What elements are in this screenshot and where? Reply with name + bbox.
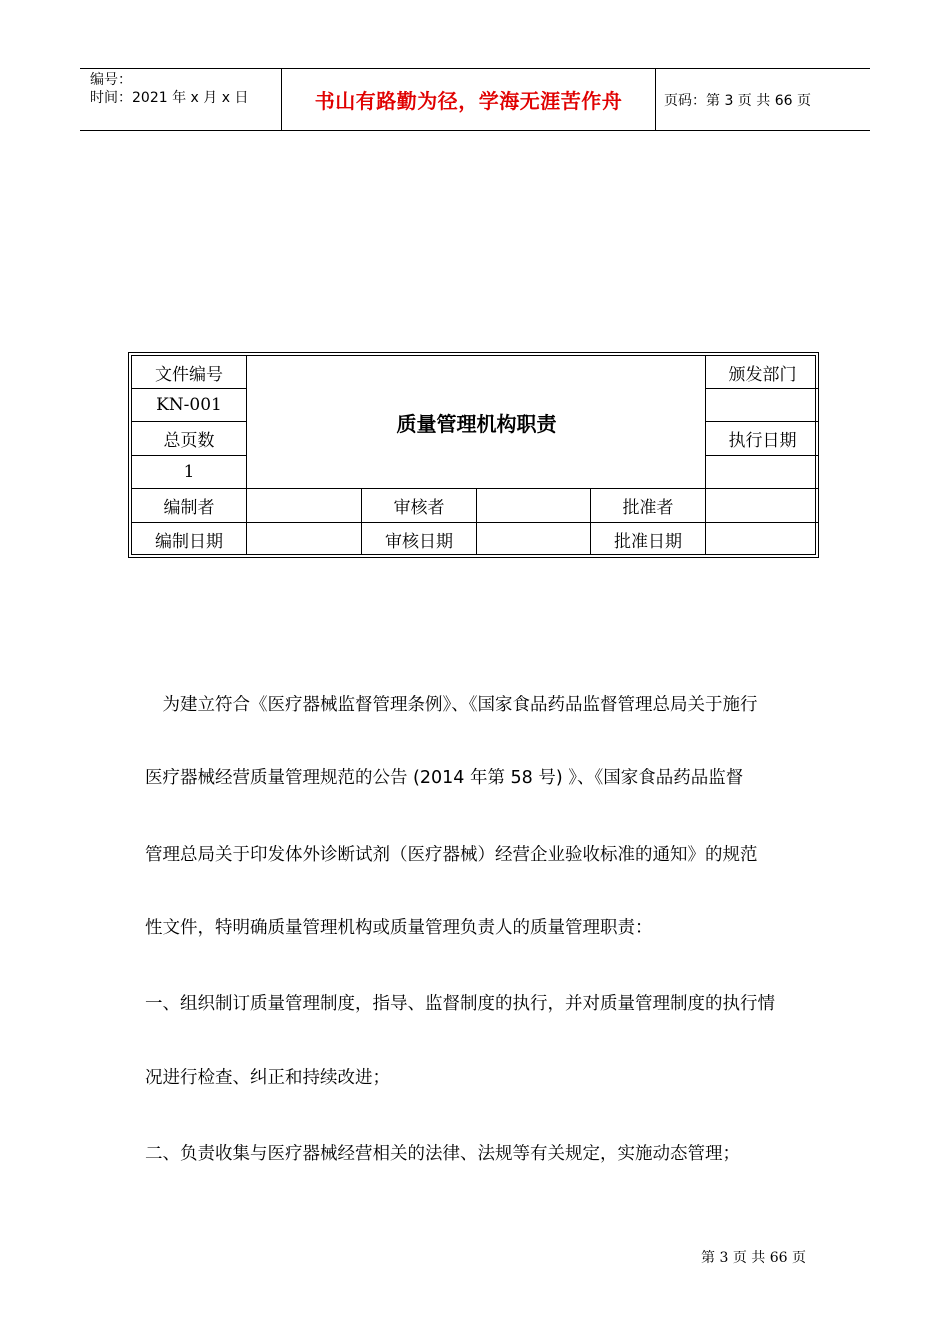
table-inner-border	[131, 355, 816, 555]
approve-date-label: 批准日期	[614, 531, 682, 552]
document-time-label: 时间：2021 年 x 月 x 日	[90, 90, 249, 106]
author-label: 编制者	[163, 497, 215, 518]
body-line: 况进行检查、纠正和持续改进；	[145, 1068, 390, 1088]
body-line: 性文件，特明确质量管理机构或质量管理负责人的质量管理职责：	[145, 918, 653, 938]
body-line: 为建立符合《医疗器械监督管理条例》、《国家食品药品监督管理总局关于施行	[145, 695, 758, 715]
header-page-info: 页码：第 3 页 共 66 页	[664, 92, 811, 109]
approver-label: 批准者	[622, 497, 674, 518]
review-date-label: 审核日期	[385, 531, 453, 552]
exec-date-label: 执行日期	[728, 430, 797, 451]
total-pages-label: 总页数	[163, 430, 215, 451]
body-line: 管理总局关于印发体外诊断试剂（医疗器械）经营企业验收标准的通知》的规范	[145, 845, 758, 865]
exec-date-value	[706, 456, 819, 488]
reviewer-label: 审核者	[393, 497, 445, 518]
author-date-label: 编制日期	[155, 531, 223, 552]
total-pages-value: 1	[183, 462, 195, 482]
footer-page-info: 第 3 页 共 66 页	[701, 1250, 806, 1266]
doc-number-label: 文件编号	[155, 364, 223, 385]
body-line: 一、组织制订质量管理制度，指导、监督制度的执行，并对质量管理制度的执行情	[145, 994, 775, 1014]
document-number-label: 编号：	[90, 72, 132, 88]
issuing-dept-value	[706, 389, 819, 421]
header-meta	[90, 71, 280, 107]
issuing-dept-label: 颁发部门	[728, 364, 797, 385]
header-divider	[655, 69, 656, 130]
body-line: 二、负责收集与医疗器械经营相关的法律、法规等有关规定，实施动态管理；	[145, 1144, 740, 1164]
document-title: 质量管理机构职责	[396, 411, 557, 436]
page-header	[80, 68, 870, 131]
header-motto: 书山有路勤为径，学海无涯苦作舟	[314, 89, 623, 113]
doc-number-value: KN-001	[156, 395, 222, 415]
body-line: 医疗器械经营质量管理规范的公告 (2014 年第 58 号) 》、《国家食品药品监督	[145, 768, 744, 788]
document-control-table	[128, 352, 819, 558]
